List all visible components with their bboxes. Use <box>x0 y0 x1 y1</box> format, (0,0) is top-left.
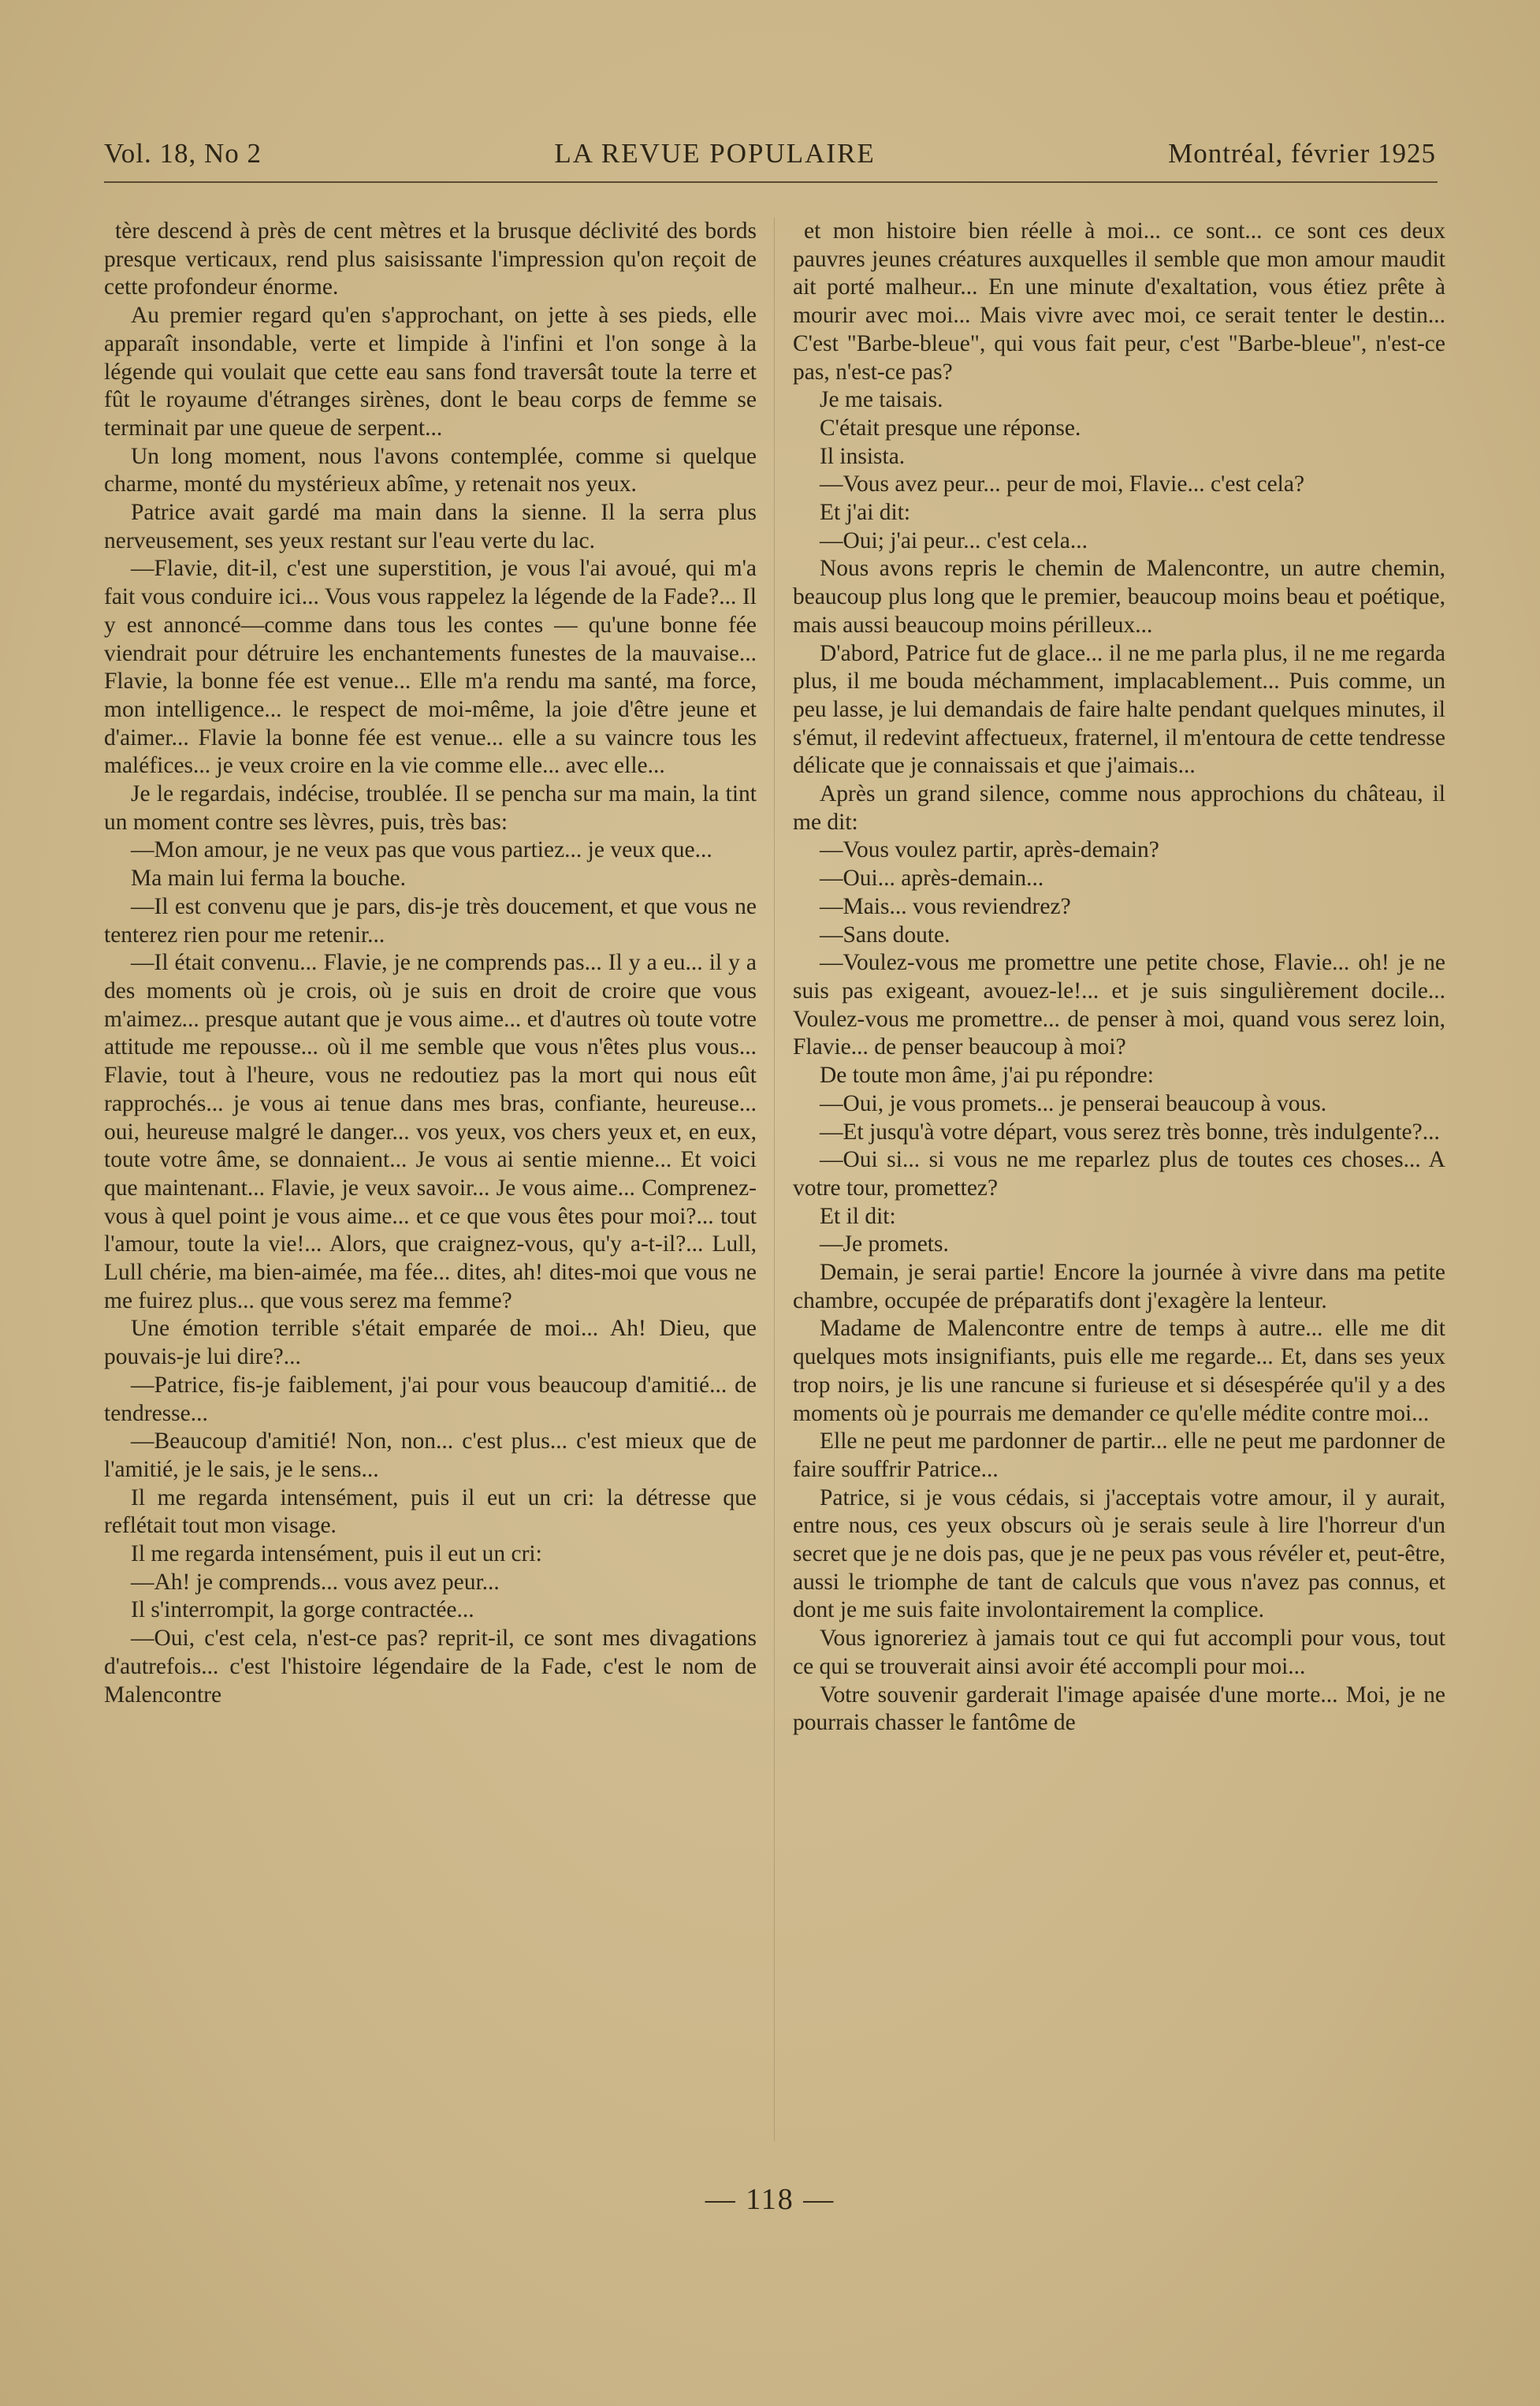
header-rule <box>104 181 1438 183</box>
paragraph: Et j'ai dit: <box>820 500 911 526</box>
paragraph: —Ah! je comprends... vous avez peur... <box>131 1569 500 1595</box>
page-header <box>104 132 1436 175</box>
paragraph: —Il est convenu que je pars, dis-je très doucement, et que vous ne tenterez rien pour me retenir... <box>104 893 757 948</box>
paragraph: tère descend à près de cent mètres et la brusque déclivité des bords presque verticaux, rend plus saisissante l'impression qu'on reçoit de cette profondeur énorme. <box>104 218 757 300</box>
paragraph: Il me regarda intensément, puis il eut un cri: <box>131 1541 542 1567</box>
paragraph: Votre souvenir garderait l'image apaisée d'une morte... Moi, je ne pourrais chasser le fantôme de <box>793 1682 1445 1736</box>
paragraph: —Mon amour, je ne veux pas que vous partiez... je veux que... <box>131 837 712 863</box>
page-number: — 118 — <box>705 2183 835 2216</box>
paragraph: —Voulez-vous me promettre une petite chose, Flavie... oh! je ne suis pas exigeant, avouez-le!... et je suis singulièrement docile... Voulez-vous me promettre... de penser à moi, quand vous serez loin, Flavie... de penser beaucoup à moi? <box>793 950 1445 1060</box>
paragraph: —Beaucoup d'amitié! Non, non... c'est plus... c'est mieux que de l'amitié, je le sais, je le sens... <box>104 1428 757 1482</box>
paragraph: —Oui... après-demain... <box>820 866 1044 892</box>
paragraph: Madame de Malencontre entre de temps à autre... elle me dit quelques mots insignifiants, puis elle me regarde... Et, dans ses yeux trop noirs, je lis une rancune si furieuse et si désespérée qu'il y a des moments où je pourrais me demander ce qu'elle médite contre moi... <box>793 1316 1445 1426</box>
paragraph: Je me taisais. <box>820 387 943 413</box>
paragraph: Il insista. <box>820 443 906 469</box>
paragraph: Elle ne peut me pardonner de partir... elle ne peut me pardonner de faire souffrir Patrice... <box>793 1428 1445 1482</box>
paragraph: Patrice, si je vous cédais, si j'acceptais votre amour, il y aurait, entre nous, ces yeux obscurs où je serais seule à lire l'horreur d'un secret que je ne dois pas, que je ne peux pas vous révéler et, peut-être, aussi le triomphe de tant de calculs que vous n'avez pas connus, et dont je me suis faite involontairement la complice. <box>793 1484 1445 1623</box>
volume-number: Vol. 18, No 2 <box>104 138 262 169</box>
paragraph: —Vous voulez partir, après-demain? <box>820 837 1159 863</box>
paragraph: Je le regardais, indécise, troublée. Il se pencha sur ma main, la tint un moment contre ses lèvres, puis, très bas: <box>104 781 757 835</box>
paragraph: —Il était convenu... Flavie, je ne comprends pas... Il y a eu... il y a des moments où je crois, où je suis en droit de croire que vous m'aimez... presque autant que je vous aime... et d'autres où toute votre attitude me repousse... où il me semble que vous n'êtes plus vous... Flavie, tout à l'heure, vous ne redoutiez pas la mort qui nous eût rapprochés... je vous ai tenue dans mes bras, confiante, heureuse... oui, heureuse malgré le danger... vos yeux, vos chers yeux et, en eux, toute votre âme, se donnaient... Je vous ai sentie mienne... Et voici que maintenant... Flavie, je veux savoir... Je vous aime... Comprenez-vous à quel point je vous aime... et ce que vous êtes pour moi?... tout l'amour, toute la vie!... Alors, que craignez-vous, qu'y a-t-il?... Lull, Lull chérie, ma bien-aimée, ma fée... dites, ah! dites-moi que vous ne me fuirez plus... que vous serez ma femme? <box>104 950 757 1313</box>
paragraph: Une émotion terrible s'était emparée de moi... Ah! Dieu, que pouvais-je lui dire?... <box>104 1316 757 1370</box>
paragraph: Demain, je serai partie! Encore la journée à vivre dans ma petite chambre, occupée de préparatifs dont j'exagère la lenteur. <box>793 1260 1445 1313</box>
paragraph: —Flavie, dit-il, c'est une superstition, je vous l'ai avoué, qui m'a fait vous conduire ici... Vous vous rappelez la légende de la Fade?... Il y est annoncé—comme dans tous les contes — qu'une bonne fée viendrait pour détruire les enchantements funestes de la mauvaise... Flavie, la bonne fée est venue... Elle m'a rendu ma santé, ma force, mon intelligence... le respect de moi-même, la joie d'être jeune et d'aimer... Flavie la bonne fée est venue... elle a su vaincre tous les maléfices... je veux croire en la vie comme elle... avec elle... <box>104 556 757 779</box>
paragraph: Patrice avait gardé ma main dans la sienne. Il la serra plus nerveusement, ses yeux restant sur l'eau verte du lac. <box>104 500 757 553</box>
paragraph: —Patrice, fis-je faiblement, j'ai pour vous beaucoup d'amitié... de tendresse... <box>104 1372 757 1426</box>
right-column <box>793 218 1445 2141</box>
paragraph: —Oui, je vous promets... je penserai beaucoup à vous. <box>820 1090 1327 1116</box>
paragraph: —Oui, c'est cela, n'est-ce pas? reprit-il, ce sont mes divagations d'autrefois... c'est l'histoire légendaire de la Fade, c'est le nom de Malencontre <box>104 1626 757 1708</box>
column-divider <box>774 218 775 2141</box>
paragraph: Ma main lui ferma la bouche. <box>131 866 406 892</box>
paragraph: De toute mon âme, j'ai pu répondre: <box>820 1063 1154 1089</box>
paragraph: et mon histoire bien réelle à moi... ce sont... ce sont ces deux pauvres jeunes créatures auxquelles il semble que mon amour maudit ait porté malheur... En une minute d'exaltation, vous étiez prête à mourir avec moi... Mais vivre avec moi, ce serait tenter le destin... C'est "Barbe-bleue", qui vous fait peur, c'est "Barbe-bleue", n'est-ce pas, n'est-ce pas? <box>793 218 1445 385</box>
left-column <box>104 218 757 2141</box>
paragraph: Après un grand silence, comme nous approchions du château, il me dit: <box>793 781 1445 835</box>
paragraph: —Oui; j'ai peur... c'est cela... <box>820 527 1088 553</box>
paragraph: Vous ignoreriez à jamais tout ce qui fut accompli pour vous, tout ce qui se trouverait ainsi avoir été accompli pour moi... <box>793 1626 1445 1679</box>
paragraph: —Oui si... si vous ne me reparlez plus de toutes ces choses... A votre tour, promettez? <box>793 1147 1445 1201</box>
paragraph: Et il dit: <box>820 1203 896 1229</box>
paragraph: —Mais... vous reviendrez? <box>820 893 1071 919</box>
paragraph: —Vous avez peur... peur de moi, Flavie... c'est cela? <box>820 471 1305 497</box>
paragraph: Il me regarda intensément, puis il eut un cri: la détresse que reflétait tout mon visage. <box>104 1484 757 1539</box>
paragraph: Nous avons repris le chemin de Malencontre, un autre chemin, beaucoup plus long que le premier, beaucoup moins beau et poétique, mais aussi beaucoup moins périlleux... <box>793 556 1445 638</box>
paragraph: —Et jusqu'à votre départ, vous serez très bonne, très indulgente?... <box>820 1119 1440 1145</box>
paragraph: Au premier regard qu'en s'approchant, on jette à ses pieds, elle apparaît insondable, verte et limpide à l'infini et l'on songe à la légende qui voulait que cette eau sans fond traversât toute la terre et fût le royaume d'étranges sirènes, dont le beau corps de femme se terminait par une queue de serpent... <box>104 303 757 441</box>
paragraph: —Sans doute. <box>820 922 950 948</box>
paragraph: —Je promets. <box>820 1231 949 1257</box>
paragraph: Un long moment, nous l'avons contemplée, comme si quelque charme, monté du mystérieux abîme, y retenait nos yeux. <box>104 443 757 497</box>
issue-date: Montréal, février 1925 <box>1168 138 1436 169</box>
paragraph: D'abord, Patrice fut de glace... il ne me parla plus, il ne me regarda plus, il me bouda méchamment, implacablement... Puis comme, un peu lasse, je lui demandais de faire halte pendant quelques minutes, il s'émut, il redevint affectueux, fraternel, il m'entoura de cette tendresse délicate que je connaissais et que j'aimais... <box>793 640 1445 779</box>
publication-title: LA REVUE POPULAIRE <box>554 138 876 169</box>
paragraph: Il s'interrompit, la gorge contractée... <box>131 1597 474 1623</box>
paragraph: C'était presque une réponse. <box>820 415 1081 441</box>
